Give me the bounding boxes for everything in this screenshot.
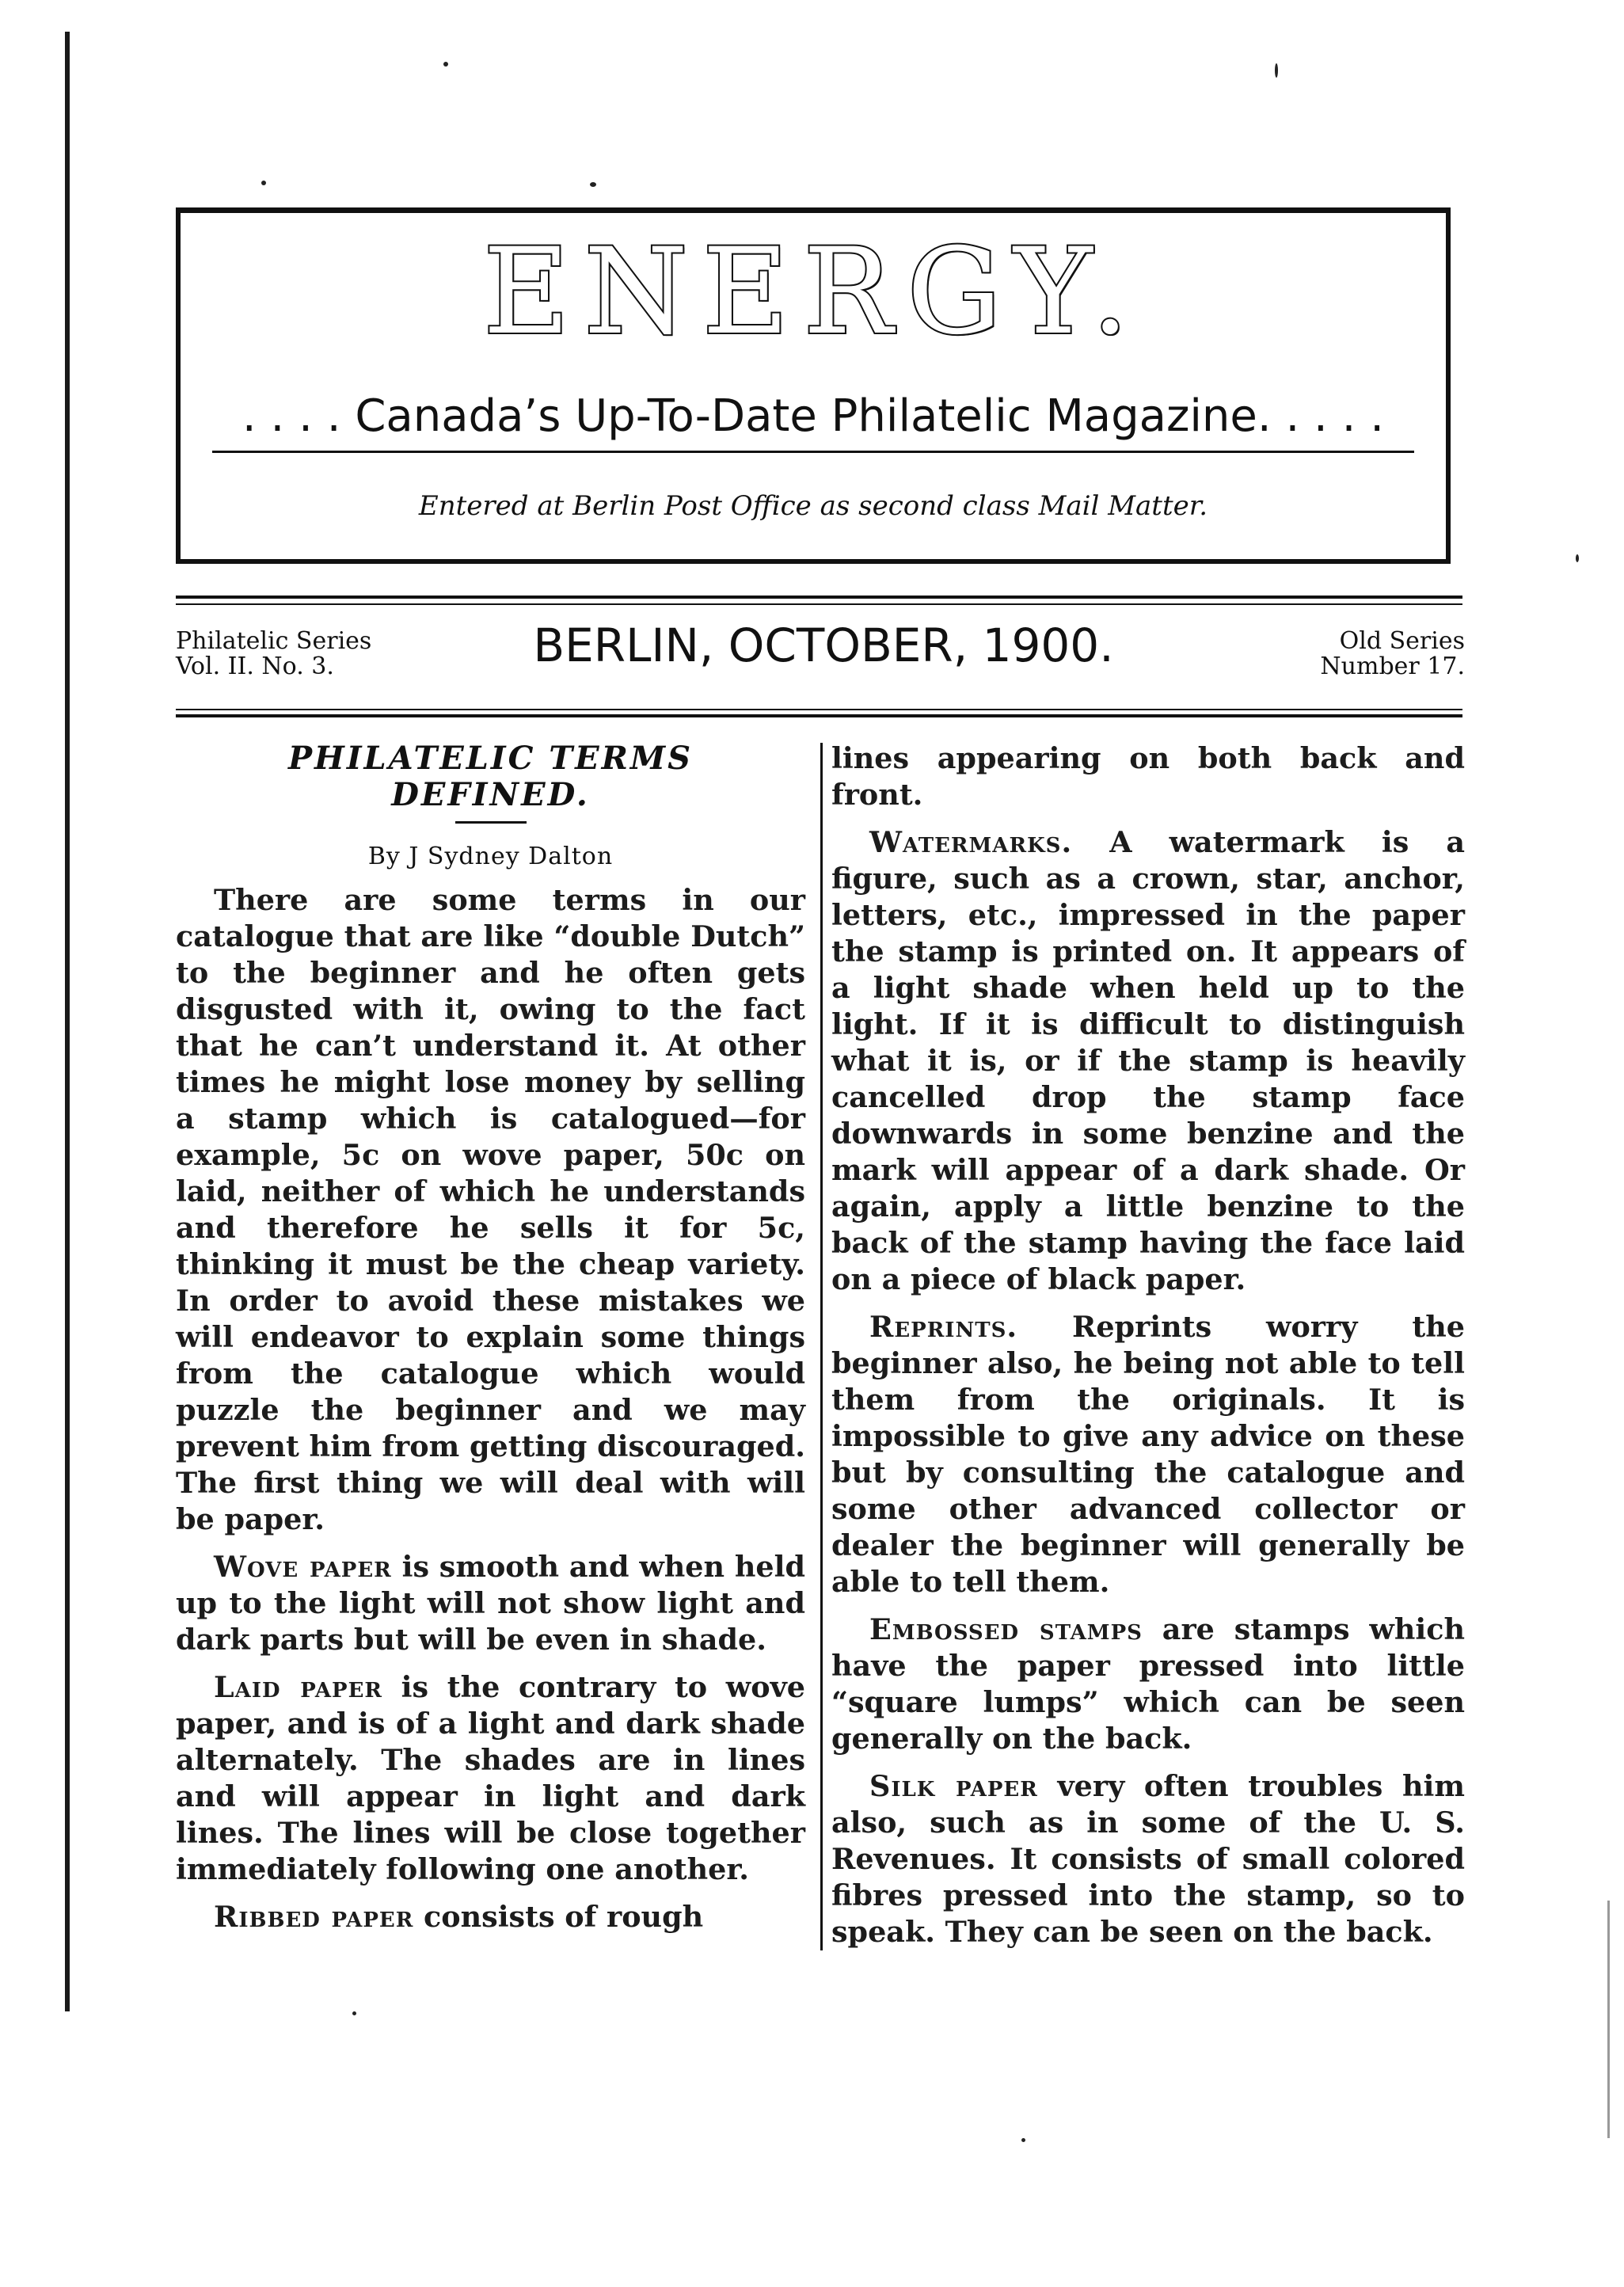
bottom-double-rule xyxy=(176,714,1462,717)
masthead xyxy=(176,207,1451,564)
top-double-rule xyxy=(176,596,1462,599)
term-laid-paper: Laid paper xyxy=(214,1670,383,1704)
intro-paragraph: There are some terms in our catalogue that are like “double Dutch” to the beginner and he often gets disgusted with it, owing to the fact that he can’t understand it. At other times he might lose money by selling a stamp which is catalogued—for example, 5c on wove paper, 50c on laid, neither of which he understands and therefore he sells it for 5c, thinking it must be the cheap variety. In order to avoid these mistakes we will endeavor to explain some things from the catalogue which would puzzle the beginner and we may prevent him from getting discouraged. The first thing we will deal with will be paper. xyxy=(176,883,805,1536)
term-reprints: Reprints. xyxy=(869,1310,1018,1344)
scan-speck xyxy=(1021,2138,1025,2142)
term-silk-paper: Silk paper xyxy=(869,1769,1038,1803)
embossed-stamps-text: are stamps which have the paper pressed into little “square lumps” which can be seen generally on the back. xyxy=(831,1612,1465,1756)
scan-speck xyxy=(261,181,266,185)
paragraph-silk-paper xyxy=(831,1768,1465,1950)
series-right-line1: Old Series xyxy=(1339,627,1465,655)
paragraph-laid-paper xyxy=(176,1669,805,1888)
title-rule xyxy=(455,821,527,824)
scan-speck xyxy=(443,62,448,67)
scan-speck xyxy=(590,182,596,187)
article-title-line2: DEFINED. xyxy=(391,776,590,813)
scan-speck xyxy=(1607,1901,1610,2138)
magazine-title: ENERGY. xyxy=(483,223,1143,361)
wove-paper-text: is smooth and when held up to the light will not show light and dark parts but will be even in shade. xyxy=(176,1550,805,1657)
series-left-line1: Philatelic Series xyxy=(176,627,372,655)
paragraph-reprints xyxy=(831,1309,1465,1600)
paragraph-watermarks xyxy=(831,824,1465,1298)
column-left xyxy=(176,740,805,1946)
paragraph-ribbed-paper xyxy=(176,1899,805,1935)
mail-matter-notice: Entered at Berlin Post Office as second class Mail Matter. xyxy=(418,490,1208,522)
top-double-rule xyxy=(176,603,1462,605)
subtitle-rule xyxy=(212,451,1414,453)
paragraph-wove-paper xyxy=(176,1549,805,1658)
column-right xyxy=(831,740,1465,1962)
ribbed-paper-text: consists of rough xyxy=(413,1900,704,1934)
term-wove-paper: Wove paper xyxy=(214,1550,392,1584)
scan-edge-line xyxy=(65,32,70,2011)
ribbed-paper-continued: lines appearing on both back and front. xyxy=(831,741,1465,812)
bottom-double-rule xyxy=(176,709,1462,710)
article-title-line1: PHILATELIC TERMS xyxy=(287,740,694,777)
byline: By J Sydney Dalton xyxy=(367,843,614,870)
dateline: BERLIN, OCTOBER, 1900. xyxy=(533,618,1114,672)
term-embossed-stamps: Embossed stamps xyxy=(869,1612,1143,1646)
series-info-left xyxy=(176,629,429,679)
column-divider xyxy=(820,743,823,1950)
term-watermarks: Watermarks. xyxy=(869,825,1073,859)
series-right-line2: Number 17. xyxy=(1320,653,1465,680)
scan-speck xyxy=(1576,554,1579,562)
article-title xyxy=(176,740,805,813)
scan-speck xyxy=(352,2011,356,2015)
series-info-right xyxy=(1235,629,1465,679)
reprints-text: Reprints worry the beginner also, he being not able to tell them from the originals. It is impossible to give any advice on these but by consulting the catalogue and some other advanced collector or dealer the beginner will generally be able to tell them. xyxy=(831,1310,1465,1599)
term-ribbed-paper: Ribbed paper xyxy=(214,1900,414,1934)
laid-paper-text: is the contrary to wove paper, and is of a light and dark shade alternately. The shades are in lines and will appear in light and dark lines. The lines will be close together immediately following one another. xyxy=(176,1670,806,1886)
paragraph-embossed-stamps xyxy=(831,1612,1465,1757)
magazine-subtitle: . . . . Canada’s Up-To-Date Philatelic Magazine. . . . . xyxy=(242,390,1385,442)
scan-speck xyxy=(1275,63,1278,78)
series-left-line2: Vol. II. No. 3. xyxy=(176,653,334,680)
watermarks-text: A watermark is a figure, such as a crown, star, anchor, letters, etc., impressed in the paper the stamp is printed on. It appears of a light shade when held up to the light. If it is difficult to distinguish what it is, or if the stamp is heavily cancelled drop the stamp face downwards in some benzine and the mark will appear of a dark shade. Or again, apply a little benzine to the back of the stamp having the face laid on a piece of black paper. xyxy=(831,825,1465,1296)
silk-paper-text: very often troubles him also, such as in some of the U. S. Revenues. It consists of small colored fibres pressed into the stamp, so to speak. They can be seen on the back. xyxy=(831,1769,1465,1949)
